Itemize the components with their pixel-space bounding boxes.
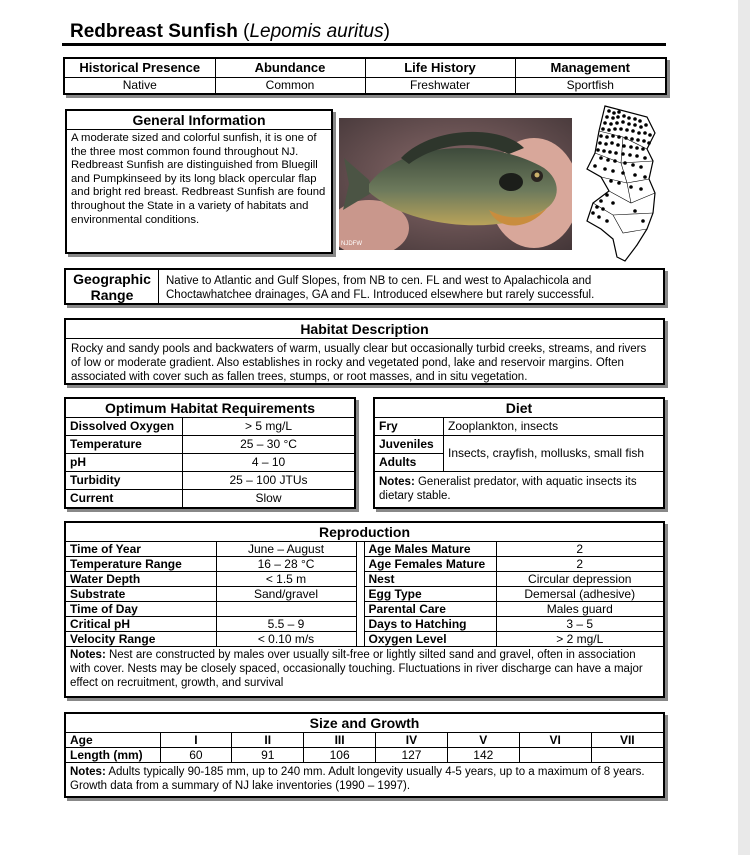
diet-row-fry	[375, 418, 663, 436]
length-value: 60	[160, 748, 232, 763]
optimum-habitat-box	[64, 397, 356, 509]
reproduction-notes	[66, 647, 663, 690]
reproduction-label: Age Females Mature	[364, 557, 496, 572]
optimum-label: Temperature	[66, 436, 183, 454]
age-class: II	[232, 733, 304, 748]
reproduction-label: Egg Type	[364, 587, 496, 602]
size-growth-heading: Size and Growth	[66, 714, 663, 733]
diet-label: Fry	[375, 418, 444, 436]
age-class: V	[447, 733, 519, 748]
age-label: Age	[66, 733, 160, 748]
reproduction-label: Parental Care	[364, 602, 496, 617]
reproduction-label: Time of Year	[66, 542, 216, 557]
optimum-label: Dissolved Oxygen	[66, 418, 183, 436]
diet-box	[373, 397, 665, 509]
optimum-row	[66, 490, 354, 508]
reproduction-label: Water Depth	[66, 572, 216, 587]
optimum-value: Slow	[255, 491, 282, 505]
reproduction-row	[66, 632, 663, 647]
size-growth-notes-label: Notes:	[70, 766, 106, 778]
reproduction-row	[66, 542, 663, 557]
reproduction-value: Demersal (adhesive)	[496, 587, 663, 602]
geographic-label-line1: Geographic	[73, 271, 151, 287]
summary-header: Abundance	[215, 59, 365, 78]
reproduction-label: Velocity Range	[66, 632, 216, 647]
reproduction-row	[66, 557, 663, 572]
optimum-value: 4 – 10	[183, 454, 355, 472]
length-row	[66, 748, 663, 763]
diet-notes-text: Generalist predator, with aquatic insects its dietary stable.	[379, 476, 637, 502]
reproduction-row	[66, 587, 663, 602]
geographic-range-text: Native to Atlantic and Gulf Slopes, from NB to cen. FL and west to Apalachicola and Choctawhatchee drainages, GA and FL. Introduced elsewhere but rarely successful.	[166, 275, 595, 301]
reproduction-value: 2	[496, 542, 663, 557]
summary-header: Historical Presence	[65, 59, 215, 78]
common-name: Redbreast Sunfish	[70, 21, 238, 42]
optimum-label: pH	[66, 454, 183, 472]
reproduction-table	[66, 542, 663, 647]
optimum-row	[66, 418, 354, 436]
summary-value: Sportfish	[515, 78, 665, 94]
optimum-row	[66, 454, 354, 472]
optimum-value: > 5 mg/L	[183, 418, 355, 436]
diet-label: Juveniles	[375, 436, 444, 454]
reproduction-value: < 0.10 m/s	[216, 632, 356, 647]
summary-header: Management	[550, 60, 630, 75]
length-value: 106	[304, 748, 376, 763]
age-row	[66, 733, 663, 748]
nj-distribution-map	[583, 103, 663, 268]
diet-row-juveniles	[375, 436, 663, 454]
reproduction-value: 16 – 28 °C	[216, 557, 356, 572]
diet-notes-label: Notes:	[379, 476, 415, 488]
age-class: VI	[519, 733, 591, 748]
general-information-box	[65, 109, 333, 254]
length-value	[591, 748, 663, 763]
habitat-description-box	[64, 318, 665, 385]
reproduction-row	[66, 617, 663, 632]
reproduction-notes-text: Nest are constructed by males over usually silt-free or lightly silted sand and gravel, often in association with cover. Nests may be closely spaced, occasionally touching. Fluctuations in river discharge can have a major effect on recruitment, growth, and survival	[70, 649, 643, 689]
optimum-habitat-heading: Optimum Habitat Requirements	[66, 399, 354, 418]
fish-illustration	[339, 118, 572, 250]
reproduction-value: 5.5 – 9	[216, 617, 356, 632]
summary-value: Native	[65, 78, 215, 94]
summary-table	[63, 57, 667, 95]
summary-value: Common	[215, 78, 365, 94]
reproduction-value: Circular depression	[496, 572, 663, 587]
summary-header: Life History	[365, 59, 515, 78]
title-open-paren: (	[243, 21, 250, 42]
reproduction-row	[66, 602, 663, 617]
summary-header-row	[65, 59, 665, 78]
optimum-label: Turbidity	[66, 472, 183, 490]
reproduction-box	[64, 521, 665, 698]
reproduction-value: June – August	[216, 542, 356, 557]
reproduction-value: Sand/gravel	[216, 587, 356, 602]
reproduction-label: Temperature Range	[66, 557, 216, 572]
length-value	[519, 748, 591, 763]
fish-photo	[339, 118, 572, 250]
diet-value: Insects, crayfish, mollusks, small fish	[444, 436, 664, 472]
optimum-row	[66, 436, 354, 454]
geographic-range-box	[64, 268, 665, 305]
reproduction-row	[66, 572, 663, 587]
reproduction-value: 2	[496, 557, 663, 572]
geographic-range-label	[66, 270, 159, 303]
reproduction-label: Days to Hatching	[364, 617, 496, 632]
diet-value: Zooplankton, insects	[444, 418, 664, 436]
age-class: I	[160, 733, 232, 748]
length-value: 127	[376, 748, 448, 763]
reproduction-label: Critical pH	[66, 617, 216, 632]
page-title	[70, 20, 390, 44]
reproduction-heading: Reproduction	[66, 523, 663, 542]
habitat-description-heading: Habitat Description	[66, 320, 663, 339]
reproduction-label: Age Males Mature	[364, 542, 496, 557]
title-rule	[62, 43, 666, 46]
map-icon	[583, 103, 663, 268]
optimum-row	[66, 472, 354, 490]
optimum-value: 25 – 30 °C	[183, 436, 355, 454]
size-growth-box	[64, 712, 665, 798]
length-value: 91	[232, 748, 304, 763]
reproduction-label: Oxygen Level	[364, 632, 496, 647]
size-growth-notes-text: Adults typically 90-185 mm, up to 240 mm. Adult longevity usually 4-5 years, up to a maximum of 8 years. Growth data from a summary of NJ lake inventories (1990 – 1997).	[70, 766, 645, 792]
reproduction-value: < 1.5 m	[216, 572, 356, 587]
reproduction-label: Time of Day	[66, 602, 216, 617]
reproduction-label: Nest	[364, 572, 496, 587]
summary-value-row	[65, 78, 665, 94]
reproduction-notes-label: Notes:	[70, 649, 106, 661]
optimum-value: 25 – 100 JTUs	[183, 472, 355, 490]
age-class: IV	[376, 733, 448, 748]
age-class: III	[304, 733, 376, 748]
diet-notes	[375, 472, 663, 503]
general-information-heading: General Information	[67, 111, 331, 130]
optimum-label: Current	[66, 490, 183, 508]
geographic-label-line2: Range	[90, 287, 134, 303]
reproduction-value: > 2 mg/L	[496, 632, 663, 647]
title-close-paren: )	[383, 21, 390, 42]
reproduction-value	[216, 602, 356, 617]
scientific-name: Lepomis auritus	[249, 21, 384, 42]
age-class: VII	[591, 733, 663, 748]
reproduction-label: Substrate	[66, 587, 216, 602]
size-growth-table	[66, 733, 663, 763]
summary-value: Freshwater	[365, 78, 515, 94]
photo-credit: NJDFW	[341, 241, 362, 247]
length-value: 142	[447, 748, 519, 763]
size-growth-notes	[66, 763, 663, 793]
general-information-text: A moderate sized and colorful sunfish, it is one of the three most common found throughout NJ. Redbreast Sunfish are distinguished from Bluegill and Pumpkinseed by its long black opercular flap and bright red breast. Redbreast Sunfish are found throughout the State in a variety of habitats and environmental conditions.	[71, 132, 326, 226]
reproduction-value: 3 – 5	[496, 617, 663, 632]
diet-heading: Diet	[375, 399, 663, 418]
length-label: Length (mm)	[66, 748, 160, 763]
diet-label: Adults	[375, 454, 444, 472]
reproduction-value: Males guard	[496, 602, 663, 617]
habitat-description-text: Rocky and sandy pools and backwaters of warm, usually clear but occasionally turbid creeks, streams, and rivers of low or moderate gradient. Also establishes in rocky and vegetated pond, lake and reservoir margins. Often associated with cover such as fallen trees, stumps, or root masses, and in situ vegetation.	[71, 343, 647, 383]
